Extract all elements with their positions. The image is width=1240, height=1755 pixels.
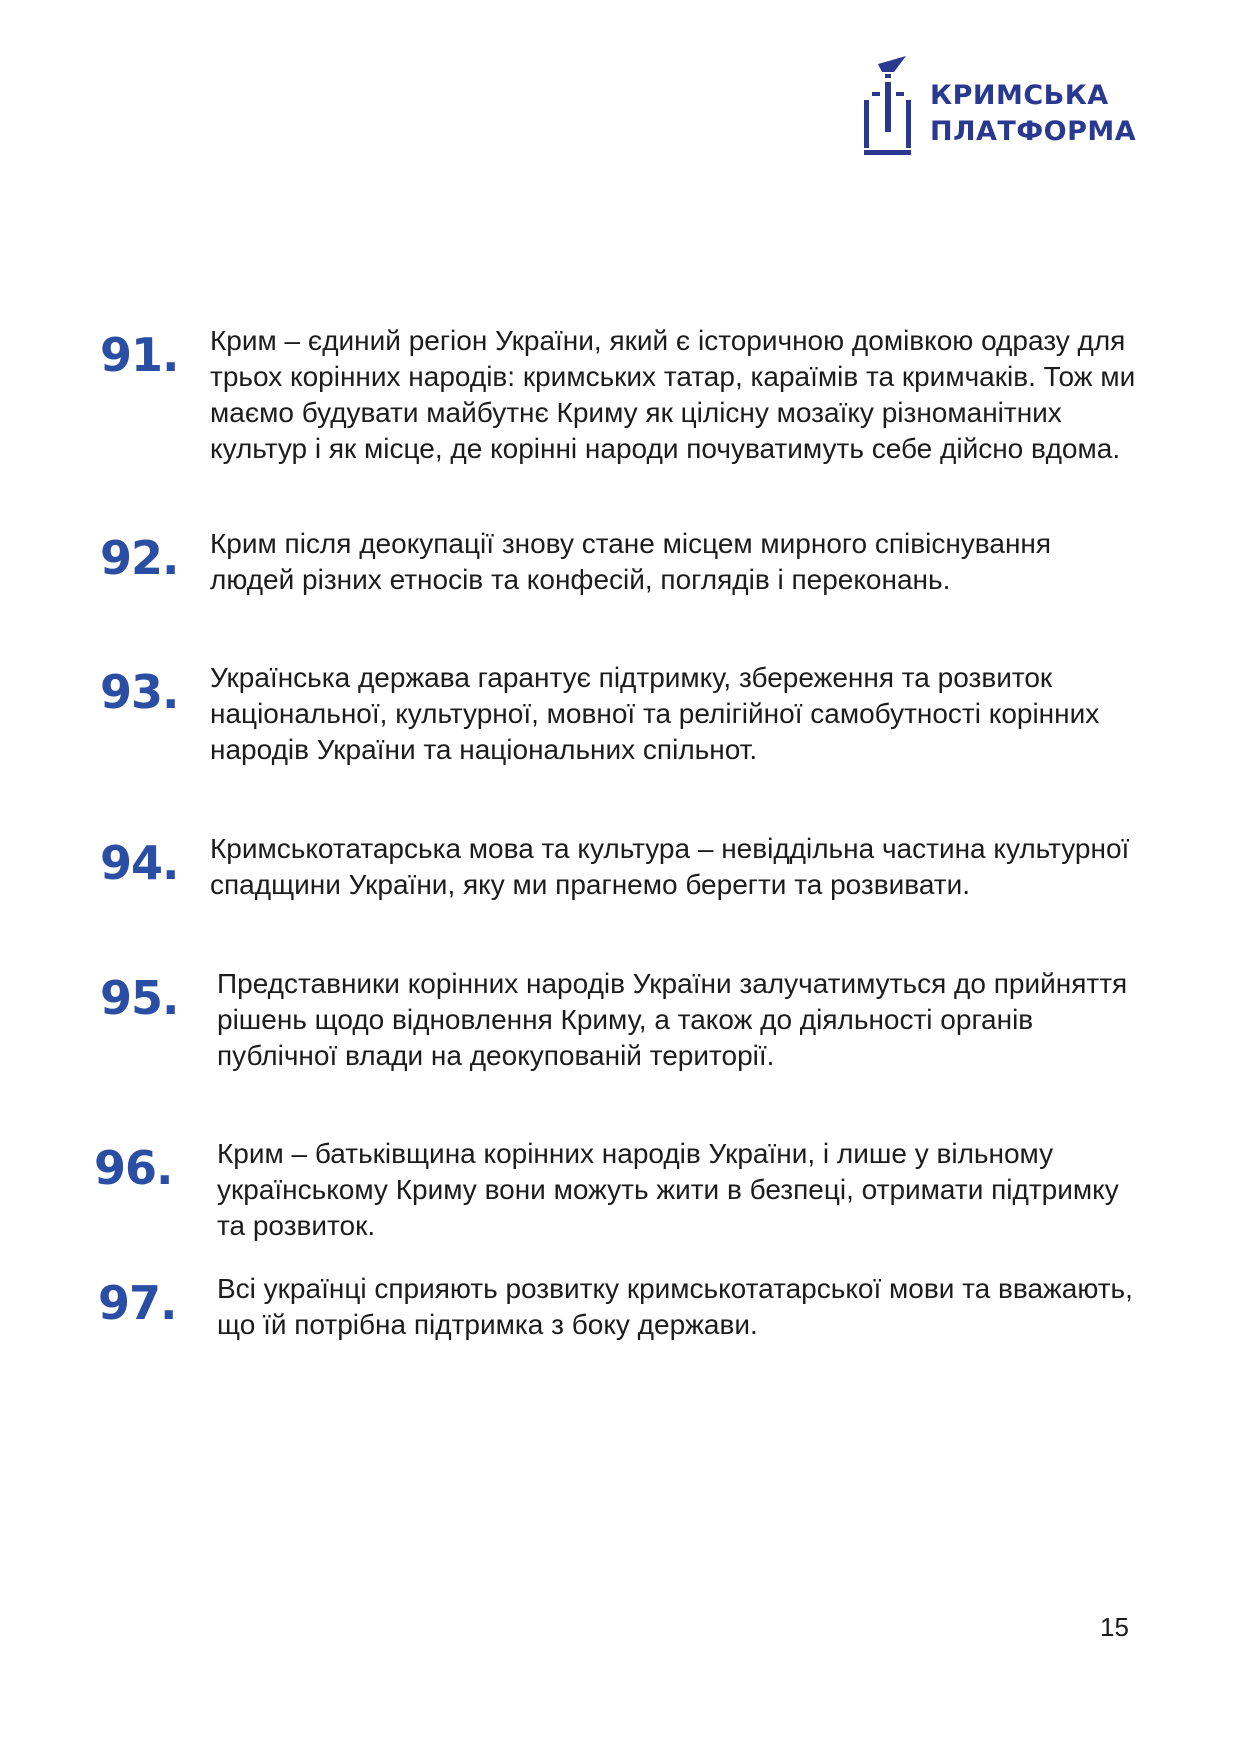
- statement-number: 92.: [100, 531, 179, 585]
- logo-line-2: ПЛАТФОРМА: [930, 116, 1137, 147]
- logo-line-1: КРИМСЬКА: [930, 80, 1109, 111]
- statement-number: 97.: [98, 1276, 177, 1330]
- logo-text: [930, 78, 1136, 150]
- statement-text: Українська держава гарантує підтримку, збереження та розвиток національної, культурної, мовної та релігійної самобутності корінних народів України та національних спільнот.: [210, 662, 1100, 765]
- statement-text: Кримськотатарська мова та культура – невіддільна частина культурної спадщини України, яку ми прагнемо берегти та розвивати.: [210, 833, 1130, 900]
- page-number: 15: [1100, 1612, 1129, 1642]
- statement-text: Представники корінних народів України залучатимуться до прийняття рішень щодо відновлення Криму, а також до діяльності органів публічної влади на деокупованій території.: [217, 968, 1128, 1071]
- crimea-platform-emblem-icon: [860, 52, 916, 156]
- crimea-platform-logo: [860, 52, 1160, 162]
- statement-number: 91.: [100, 328, 179, 382]
- statement-text: Всі українці сприяють розвитку кримськотатарської мови та вважають, що їй потрібна підтримка з боку держави.: [217, 1273, 1133, 1340]
- statement-text: Крим – батьківщина корінних народів України, і лише у вільному українському Криму вони можуть жити в безпеці, отримати підтримку та розвиток.: [217, 1138, 1119, 1241]
- statement-number: 93.: [100, 665, 179, 719]
- statement-number: 95.: [100, 971, 179, 1025]
- statement-number: 96.: [94, 1141, 173, 1195]
- statement-text: Крим після деокупації знову стане місцем мирного співіснування людей різних етносів та конфесій, поглядів і переконань.: [210, 528, 1052, 595]
- statement-number: 94.: [100, 836, 179, 890]
- statement-text: Крим – єдиний регіон України, який є історичною домівкою одразу для трьох корінних народів: кримських татар, караїмів та кримчаків. Тож ми маємо будувати майбутнє Криму як цілісну мозаїку різноманітних культур і як місце, де корінні народи почуватимуть себе дійсно вдома.: [210, 325, 1136, 464]
